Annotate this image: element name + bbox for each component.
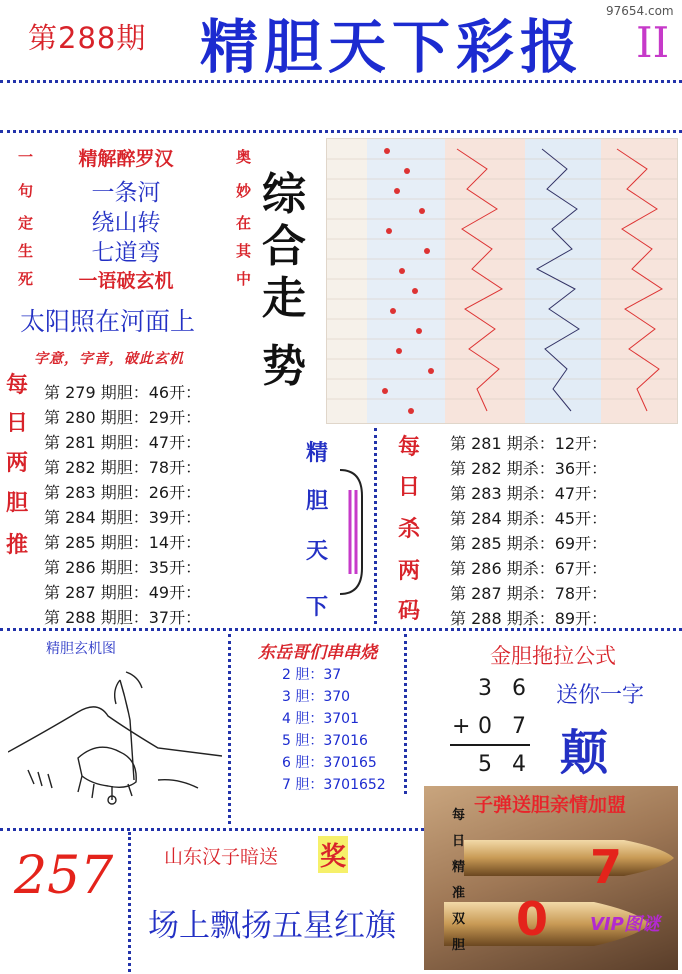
- left-vertical-char: 一: [18, 148, 34, 166]
- top-section-divider: [0, 130, 682, 133]
- riddle-line: 一条河: [91, 180, 161, 206]
- formula-digit: 7: [512, 714, 526, 739]
- daily-two-vertical-char: 日: [6, 411, 29, 436]
- volume-numeral: II: [636, 18, 670, 67]
- left-vertical-char: 生: [18, 242, 34, 260]
- formula-digit: 6: [512, 676, 526, 701]
- daily-kill-vertical-char: 日: [398, 475, 421, 500]
- dongyue-title: 东岳哥们串串烧: [258, 643, 377, 663]
- daily-two-row: 第 288 期胆：37开：: [44, 608, 202, 627]
- vip-watermark: VIP图谜: [590, 914, 660, 935]
- xuanji-divider: [228, 634, 231, 824]
- daily-kill-vertical-char: 两: [398, 559, 421, 584]
- dongyue-row: 3 胆：370: [282, 689, 351, 705]
- jingdan-vertical-char: 胆: [306, 489, 329, 514]
- bullet-side-char: 准: [452, 886, 466, 901]
- riddle-line: 七道弯: [91, 240, 161, 266]
- daily-two-row: 第 284 期胆：39开：: [44, 508, 202, 527]
- bullet-number: 7: [590, 840, 623, 894]
- formula-digit: 5: [478, 752, 492, 777]
- daily-kill-vertical-char: 码: [398, 599, 421, 624]
- riddle-tail: 一语破玄机: [78, 270, 174, 292]
- page-title: 精胆天下彩报: [200, 13, 585, 81]
- handwritten-number: 257: [14, 846, 114, 906]
- daily-kill-row: 第 281 期杀：12开：: [450, 434, 608, 453]
- sent-word: 颠: [560, 725, 609, 781]
- jingdan-vertical-char: 天: [306, 539, 329, 564]
- daily-kill-vertical-char: 每: [398, 435, 421, 460]
- bullet-number: 0: [516, 892, 549, 946]
- trend-title-char: 走: [262, 273, 306, 324]
- bullet-side-char: 每: [452, 808, 466, 823]
- formula-sum-line: [450, 744, 530, 746]
- issue-number: 第288期: [28, 21, 147, 55]
- bullet-side-char: 胆: [452, 938, 466, 953]
- dongyue-row: 5 胆：37016: [282, 733, 368, 749]
- trend-title-char: 势: [262, 341, 306, 392]
- daily-kill-row: 第 287 期杀：78开：: [450, 584, 608, 603]
- daily-kill-row: 第 285 期杀：69开：: [450, 534, 608, 553]
- trend-title-char: 合: [262, 221, 306, 272]
- dongyue-row: 7 胆：3701652: [282, 777, 386, 793]
- right-vertical-char: 奥: [236, 148, 252, 166]
- right-vertical-char: 妙: [236, 182, 252, 200]
- daily-two-row: 第 281 期胆：47开：: [44, 433, 202, 452]
- formula-digit: 4: [512, 752, 526, 777]
- riddle-author: 精解醉罗汉: [78, 148, 174, 170]
- daily-two-vertical-char: 胆: [6, 491, 29, 516]
- right-vertical-char: 其: [236, 242, 252, 260]
- daily-two-row: 第 285 期胆：14开：: [44, 533, 202, 552]
- site-watermark: 97654.com: [606, 4, 674, 18]
- formula-digit: 3: [478, 676, 492, 701]
- send-word-label: 送你一字: [556, 683, 645, 708]
- dongyue-row: 4 胆：3701: [282, 711, 359, 727]
- riddle-line: 绕山转: [91, 210, 161, 236]
- left-vertical-char: 死: [18, 270, 34, 288]
- bracket-ornament: [336, 466, 368, 598]
- trend-title-char: 综: [262, 169, 306, 220]
- daily-kill-row: 第 284 期杀：45开：: [450, 509, 608, 528]
- right-vertical-char: 在: [236, 214, 252, 232]
- shandong-label: 山东汉子暗送: [164, 846, 279, 868]
- jingdan-vertical-char: 精: [306, 441, 329, 466]
- dongyue-row: 6 胆：370165: [282, 755, 377, 771]
- daily-two-row: 第 283 期胆：26开：: [44, 483, 202, 502]
- dongyue-row: 2 胆：37: [282, 667, 342, 683]
- xuanji-title: 精胆玄机图: [46, 641, 116, 657]
- daily-two-vertical-char: 每: [6, 373, 29, 398]
- right-vertical-char: 中: [236, 270, 252, 288]
- formula-digit: 0: [478, 714, 492, 739]
- left-vertical-char: 定: [18, 214, 34, 232]
- left-vertical-char: 句: [18, 182, 34, 200]
- daily-kill-row: 第 288 期杀：89开：: [450, 609, 608, 628]
- daily-two-row: 第 282 期胆：78开：: [44, 458, 202, 477]
- daily-kill-row: 第 286 期杀：67开：: [450, 559, 608, 578]
- formula-plus: +: [452, 714, 471, 739]
- xuanji-sketch-image: [8, 660, 222, 810]
- daily-two-vertical-char: 两: [6, 451, 29, 476]
- bullet-title: 子弹送胆亲情加盟: [474, 794, 627, 816]
- riddle-slogan: 场上飘扬五星红旗: [148, 908, 396, 944]
- bottom-section-divider: [0, 828, 430, 831]
- daily-kill-row: 第 282 期杀：36开：: [450, 459, 608, 478]
- dongyue-divider: [404, 634, 407, 794]
- daily-kill-row: 第 283 期杀：47开：: [450, 484, 608, 503]
- bullet-side-char: 双: [452, 912, 466, 927]
- trend-chart-image: [326, 138, 678, 424]
- prize-badge: 奖: [318, 836, 348, 873]
- daily-kill-vertical-char: 杀: [398, 517, 421, 542]
- kill-divider: [374, 428, 377, 624]
- jindan-title: 金胆拖拉公式: [490, 644, 616, 668]
- daily-two-vertical-char: 推: [6, 533, 29, 558]
- handwritten-divider: [128, 832, 131, 972]
- bullet-side-char: 精: [452, 860, 466, 875]
- daily-two-row: 第 280 期胆：29开：: [44, 408, 202, 427]
- daily-two-row: 第 286 期胆：35开：: [44, 558, 202, 577]
- daily-two-row: 第 287 期胆：49开：: [44, 583, 202, 602]
- riddle-sun-line: 太阳照在河面上: [20, 307, 196, 336]
- riddle-hint: 字意，字音，破此玄机: [34, 351, 184, 367]
- daily-two-row: 第 279 期胆：46开：: [44, 383, 202, 402]
- jingdan-vertical-char: 下: [306, 595, 329, 620]
- bullet-side-char: 日: [452, 834, 466, 849]
